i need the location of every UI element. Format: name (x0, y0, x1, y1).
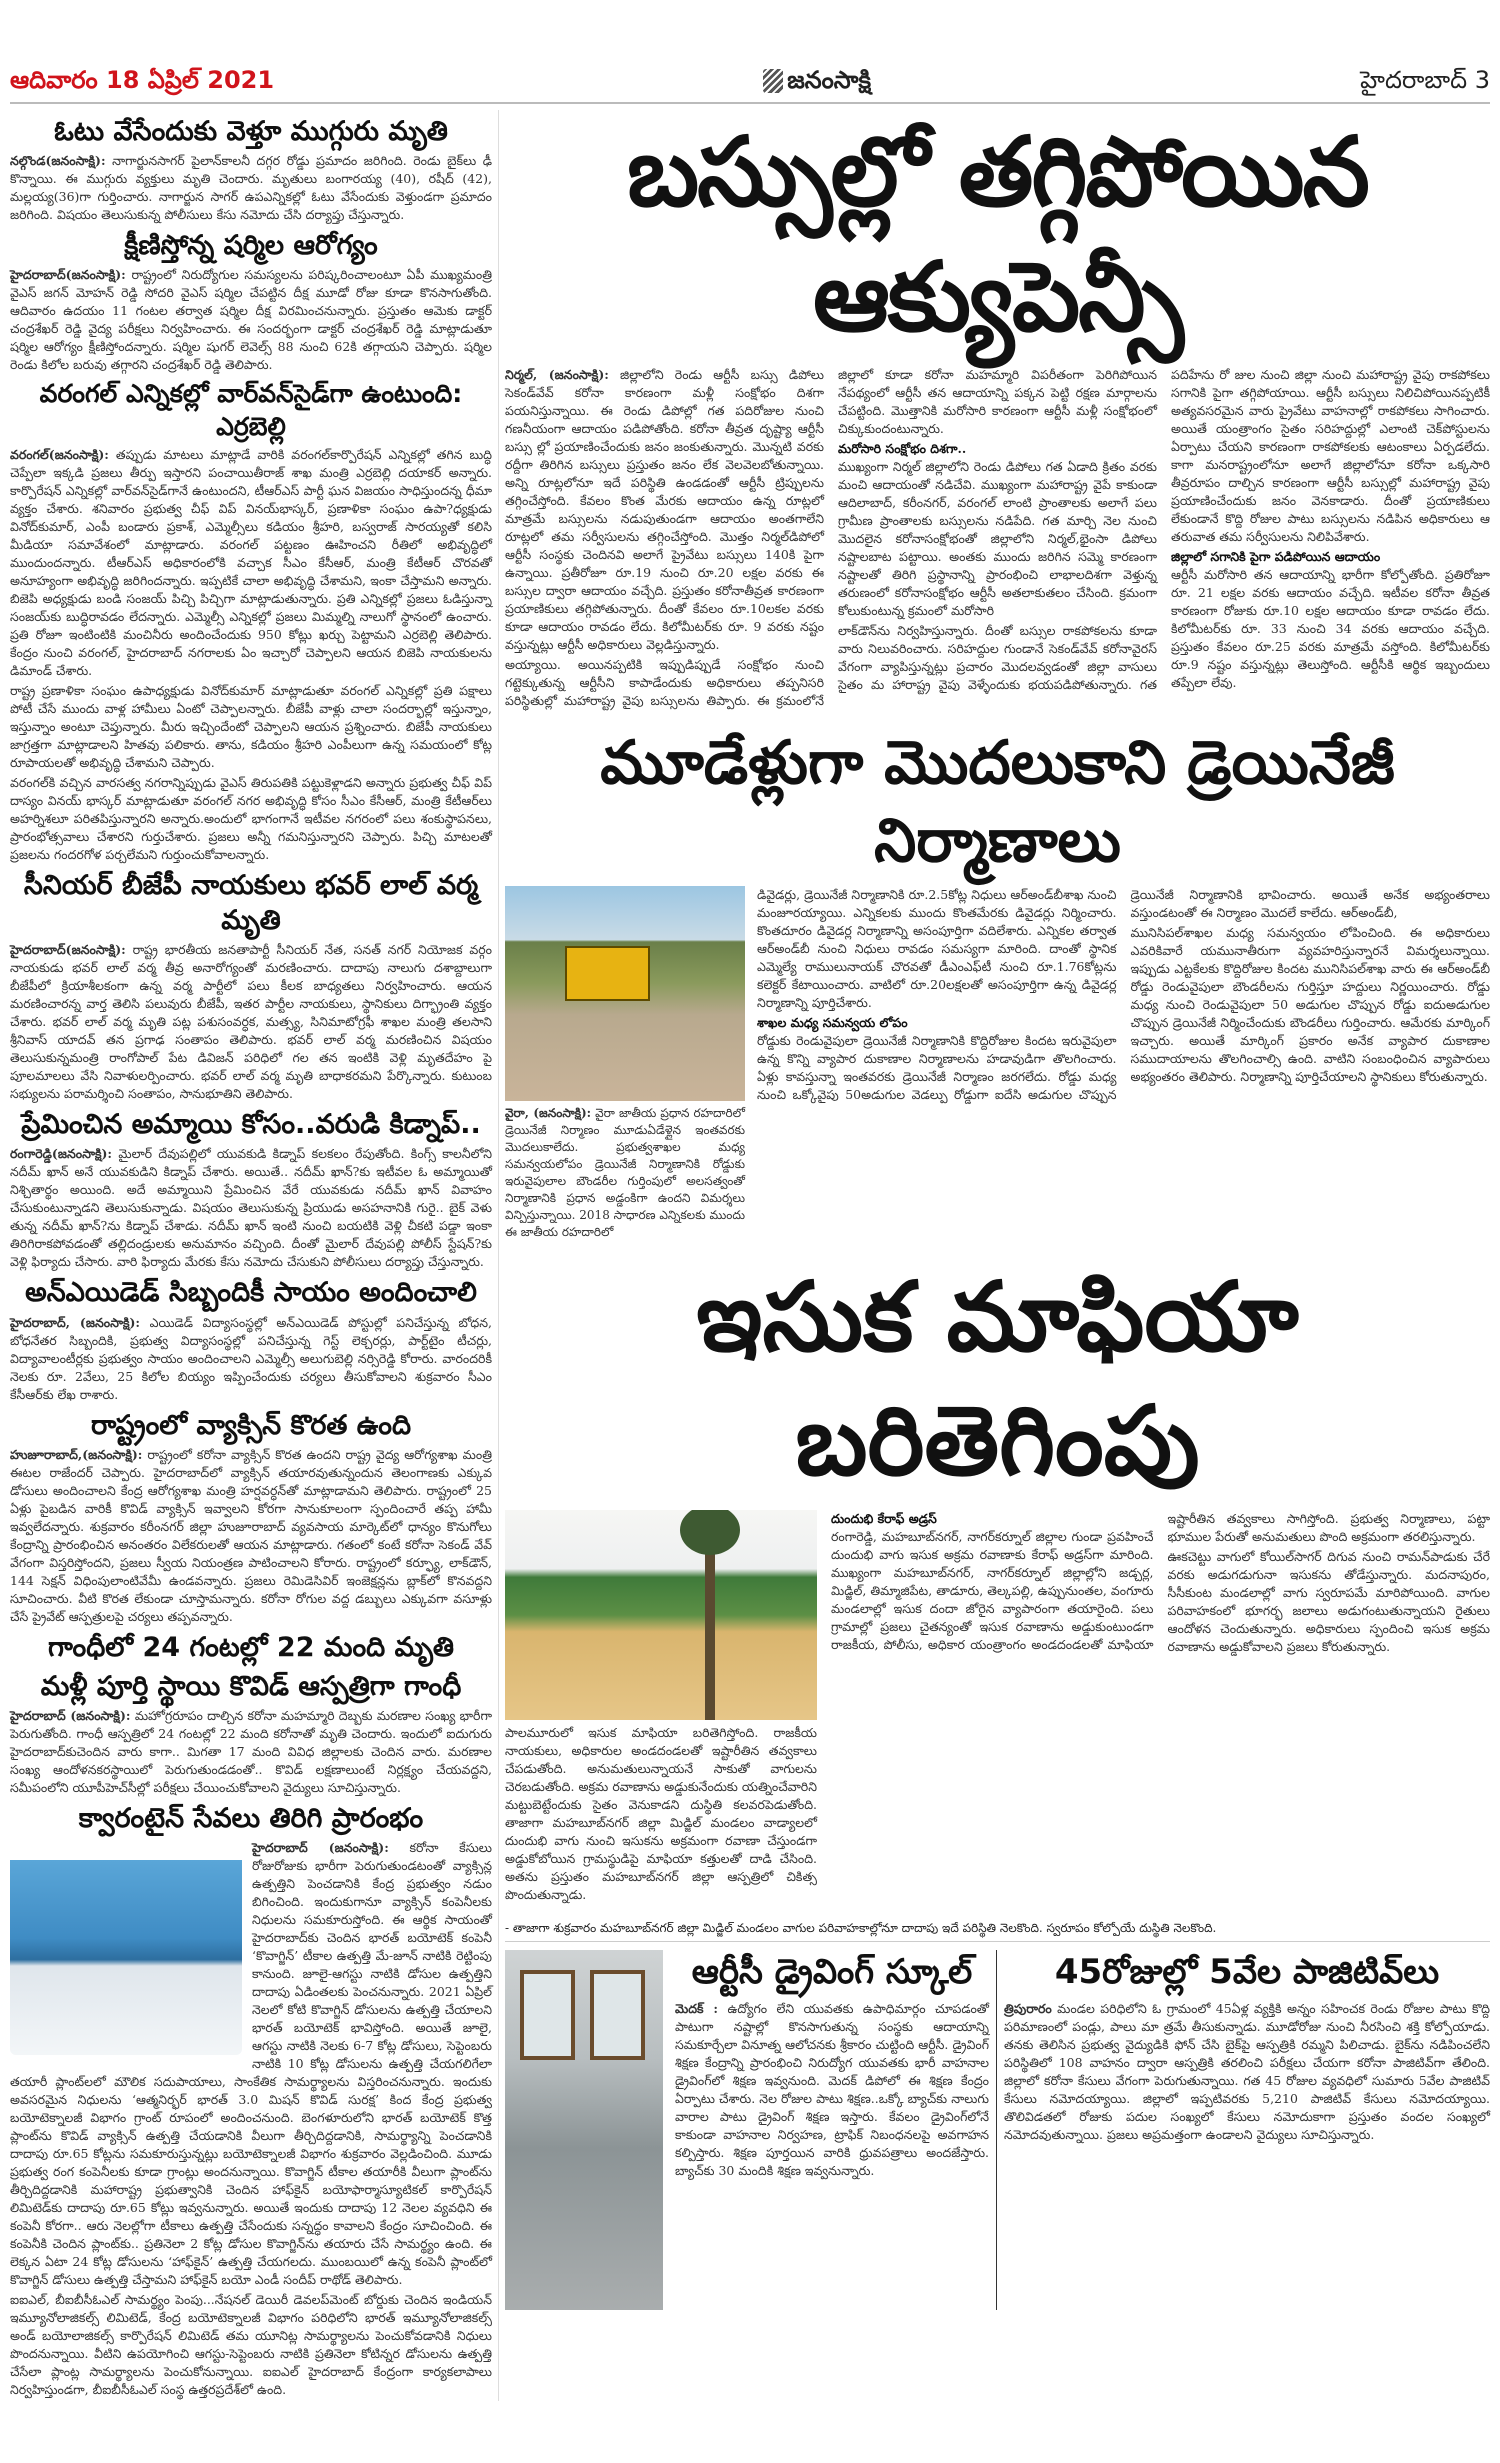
excavator-figure (565, 946, 650, 1001)
dateline: హైదరాబాద్(జనంసాక్షి): (10, 942, 126, 958)
newspaper-name: జనంసాక్షి (787, 66, 872, 95)
subheading: జిల్లాలో సగానికి పైగా పడిపోయిన ఆదాయం (1171, 548, 1381, 564)
article-body: రాష్ట్రంలో కరోనా వ్యాక్సిన్ కొరత ఉందని రాష్ట్ర వైద్య ఆరోగ్యశాఖ మంత్రి ఈటల రాజేందర్ చెప్పారు. హైదరాబాద్‌లో వ్యాక్సిన్ తయారవుతున్నందున తెలంగాణకు ఎక్కువ డోసులు అందించాలని కేంద్ర ఆరోగ్యశాఖ మంత్రి హర్షవర్ధన్‌తో మాట్లాడామని తెలిపారు. రాష్ట్రంలో 25 ఏళ్లు పైబడిన వారికీ కొవిడ్ వ్యాక్సిన్ ఇవ్వాలని కోరగా సానుకూలంగా స్పందించారే తప్ప హామీ ఇవ్వలేదన్నారు. శుక్రవారం కరీంనగర్ జిల్లా హుజూరాబాద్ వ్యవసాయ మార్కెట్‌లో ధాన్యం కొనుగోలు కేంద్రాన్ని ప్రారంభించిన అనంతరం విలేకరులతో ఆయన మాట్లాడారు. గతంలో కంటే కరోనా సెకండ్ వేవ్ వేగంగా విస్తరిస్తోందని, ప్రజలు స్వీయ నియంత్రణ పాటించాలని కోరారు. రాష్ట్రంలో కర్ఫ్యూ, లాక్‌డౌన్, 144 సెక్షన్ విధింపులాంటివేమీ ఉండవన్నారు. ప్రజలు రెమిడెసివిర్ ఇంజెక్షన్లను బ్లాక్‌లో కొనవద్దని సూచించారు. వీటి కొరత లేకుండా చూస్తామన్నారు. కరోనా రోగుల వద్ద డబ్బులు ఎక్కువగా వసూళ్లు చేసే ప్రైవేట్ ఆస్పత్రులపై చర్యలు తప్పవన్నారు. (10, 1446, 492, 1624)
article-body: మహోగ్రరూపం దాల్చిన కరోనా మహమ్మారి దెబ్బకు మరణాల సంఖ్య భారీగా పెరుగుతోంది. గాంధీ ఆస్పత్రిలో 24 గంటల్లో 22 మంది కరోనాతో మృతి చెందారు. ఇందులో ఐదుగురు హైదరాబాద్‌కుచెందిన వారు కాగా.. మిగతా 17 మంది వివిధ జిల్లాలకు చెందిన వారు. మరణాల సంఖ్య ఆందోళనకరస్థాయిలో పెరుగుతుండడంతో.. కొవిడ్ లక్షణాలుంటే నిర్లక్ష్యం చేయవద్దని, సమీపంలోని యూపీహెచ్‌సీల్లో పరీక్షలు చేయించుకోవాలని వైద్యులు సూచిస్తున్నారు. (10, 1707, 492, 1795)
article-body: ఉద్యోగం లేని యువతకు ఉపాధిమార్గం చూపడంతో పాటుగా నష్టాల్లో కొనసాగుతున్న సంస్థకు ఆదాయాన్ని సమకూర్చేలా వినూత్న ఆలోచనకు శ్రీకారం చుట్టింది ఆర్టీసీ. డ్రైవింగ్ శిక్షణ కేంద్రాన్ని ప్రారంభించి నిరుద్యోగ యువతకు భారీ వాహనాల డ్రైవింగ్‌లో శిక్షణ ఇవ్వనుంది. మెదక్ డిపోలో ఈ శిక్షణ కేంద్రం ఏర్పాటు చేశారు. నెల రోజుల పాటు శిక్షణ..ఒక్కో బ్యాచ్‌కు నాలుగు వారాల పాటు డ్రైవింగ్ శిక్షణ ఇస్తారు. కేవలం డ్రైవింగ్‌లోనే కాకుండా వాహనాల నిర్వహణ, ట్రాఫిక్ నిబంధనలపై అవగాహన కల్పిస్తారు. శిక్షణ పూర్తయిన వారికి ధ్రువపత్రాలు అందజేస్తారు. బ్యాచ్‌కు 30 మందికి శిక్షణ ఇవ్వనున్నారు. (675, 2001, 989, 2179)
section-covid-positives (1004, 1950, 1490, 2144)
bus-window (590, 1970, 645, 2060)
dateline: హైదరాబాద్ (జనంసాక్షి): (10, 1707, 131, 1723)
article-body: మండల పరిధిలోని ఓ గ్రామంలో 45ఏళ్ల వ్యక్తికి అన్నం సహించక రెండు రోజుల పాటు కొద్ది పరిమాణంలో పండ్లు, పాలు మా త్రమే తీసుకున్నాడు. మూడోరోజు నుంచి నీరసించి శక్తి కోల్పోయాడు. తనకు తెలిసిన ప్రభుత్వ వైద్యుడికి ఫోన్ చేసి బైక్‌పై ఆస్పత్రికి రమ్మని పిలిచాడు. బైక్‌ను నడిపించలేని పరిస్థితిలో 108 వాహనం ద్వారా ఆస్పత్రికి తరలించి పరీక్షలు చేయగా కరోనా పాజిటివ్‌గా తేలింది. జిల్లాలో కరోనా కేసులు వేగంగా పెరుగుతున్నాయి. గత 45 రోజుల వ్యవధిలో సుమారు 5వేల పాజిటివ్ కేసులు నమోదయ్యాయి. జిల్లాలో ఇప్పటివరకు 5,210 పాజిటివ్ కేసులు నమోదయ్యాయి. తొలివిడతలో రోజుకు పదుల సంఖ్యలో కేసులు నమోదుకాగా ప్రస్తుతం వందల సంఖ్యలో నమోదవుతున్నాయి. ప్రజలు అప్రమత్తంగా ఉండాలని వైద్యులు సూచిస్తున్నారు. (1004, 2001, 1490, 2143)
bus-interior-photo (505, 1950, 663, 2310)
article-rtc-driving-school (675, 2000, 989, 2180)
article-sand-mafia (505, 1510, 1490, 1906)
article-body: రంగారెడ్డి, మహబూబ్‌నగర్, నాగర్‌కర్నూల్ జిల్లాల గుండా ప్రవహించే దుందుభి వాగు ఇసుక అక్రమ రవాణాకు కేరాఫ్ అడ్రస్‌గా మారింది. ముఖ్యంగా మహబూబ్‌నగర్, నాగర్‌కర్నూల్ జిల్లాల్లోని జడ్చర్ల, మిడ్జిల్, తిమ్మాజిపేట, తాడూరు, తెల్కపల్లి, ఉప్పునుంతల, వంగూరు మండలాల్లో ఇసుక దందా జోరైన వ్యాపారంగా తయారైంది. పలు గ్రామాల్లో ప్రజలు చైతన్యంతో ఇసుక రవాణాను అడ్డుకుంటుండగా రాజకీయ, పోలీసు, అధికార యంత్రాంగం అండదండలతో మాఫియా ఇష్టారీతిన తవ్వకాలు సాగిస్తోంది. ప్రభుత్వ నిర్మాణాలు, పట్టా భూముల పేరుతో అనుమతులు పొంది అక్రమంగా తరలిస్తున్నారు. (831, 1511, 1490, 1653)
article-bus-occupancy (505, 366, 1490, 710)
dateline: హైదరాబాద్(జనంసాక్షి): (10, 267, 126, 283)
article-body: ఊకచెట్టు వాగులో కోయిల్‌సాగర్ దిగువ నుంచి రామన్‌పాడుకు చేరే వరకు అడుగడుగునా ఇసుకను తోడేస్తున్నారు. మదనాపురం, సీసీకుంట మండలాల్లో వాగు స్వరూపమే మారిపోయింది. వాగుల పరివాహకంలో భూగర్భ జలాలు అడుగంటుతున్నాయని రైతులు ఆందోళన చెందుతున్నారు. అధికారులు స్పందించి ఇసుక అక్రమ రవాణాను అడ్డుకోవాలని ప్రజలు కోరుతున్నారు. (1167, 1549, 1490, 1655)
article-body: నాగార్జునసాగర్ పైలాన్‌కాలనీ దగ్గర రోడ్డు ప్రమాదం జరిగింది. రెండు బైక్‌లు ఢీ కొన్నాయి. ఈ ముగ్గురు వ్యక్తులు మృతి చెందారు. మృతులు బంగారయ్య (40), రషీద్ (42), మల్లయ్య(36)గా గుర్తించారు. నాగార్జున సాగర్ ఉపఎన్నికల్లో ఓటు వేసేందుకు వెళ్తుండగా ప్రమాదం జరిగింది. విషయం తెలుసుకున్న పోలీసులు కేసు నమోదు చేసి దర్యాప్తు చేస్తున్నారు. (10, 153, 492, 223)
article-body: ఆర్టీసీ మరోసారి తన ఆదాయాన్ని భారీగా కోల్పోతోంది. ప్రతిరోజూ రూ. 21 లక్షల వరకు ఆదాయం వచ్చేది. ఇటీవల కరోనా తీవ్రత కారణంగా రోజుకు రూ.10 లక్షల ఆదాయం కూడా రావడం లేదు. కిలోమీటర్‌కు రూ. 33 నుంచి 34 వరకు ఆదాయం వచ్చేది. ప్రస్తుతం కేవలం రూ.25 వరకు మాత్రమే వస్తోంది. కిలోమీటర్‌కు రూ.9 నష్టం వస్తున్నట్లు తెలుస్తోంది. ఆర్టీసీకి ఆర్థిక ఇబ్బందులు తప్పేలా లేవు. (1171, 566, 1490, 690)
dateline: మెదక్ : (675, 2001, 719, 2017)
article-drainage (757, 886, 1490, 1104)
bus-window (520, 1970, 575, 2060)
dateline: నల్గొండ(జనంసాక్షి): (10, 153, 106, 169)
sand-footnote: - తాజాగా శుక్రవారం మహబూబ్‌నగర్ జిల్లా మిడ్జిల్ మండలం వాగుల పరివాహకాల్లోనూ దాదాపు ఇదే పరిస్థితి నెలకొంది. స్వరూపం కోల్పోయే దుస్థితి నెలకొంది. (505, 1920, 1490, 1942)
article-body: పాలమూరులో ఇసుక మాఫియా బరితెగిస్తోంది. రాజకీయ నాయకులు, అధికారుల అండదండలతో ఇష్టారీతిన తవ్వకాలు చేపడుతోంది. అనుమతులున్నాయనే సాకుతో వాగులను చెరబడుతోంది. అక్రమ రవాణాను అడ్డుకునేందుకు యత్నించేవారిని మట్టుబెట్టేందుకు సైతం వెనుకాడని దుస్థితి కలవరపెడుతోంది. తాజాగా మహబూబ్‌నగర్ జిల్లా మిడ్జిల్ మండలం వాడ్యాలలో దుందుభి వాగు నుంచి ఇసుకను అక్రమంగా రవాణా చేస్తుండగా అడ్డుకోబోయిన గ్రామస్థుడిపై మాఫియా కత్తులతో దాడి చేసింది. అతను ప్రస్తుతం మహబూబ్‌నగర్ జిల్లా ఆస్పత్రిలో చికిత్స పొందుతున్నాడు. (505, 1725, 817, 1903)
dateline: వైరా, (జనంసాక్షి): (505, 1105, 592, 1120)
dateline: నిర్మల్, (జనంసాక్షి): (505, 366, 609, 382)
column-divider (498, 110, 499, 2401)
section-drainage (505, 724, 1490, 1241)
article-body: రాష్ట్రంలో నిరుద్యోగుల సమస్యలను పరిష్కరించాలంటూ ఏపీ ముఖ్యమంత్రి వైఎస్ జగన్ మోహన్ రెడ్డి సోదరి వైఎస్ షర్మిల చేపట్టిన దీక్ష మూడో రోజు కూడా కొనసాగుతోంది. ఆదివారం ఉదయం 11 గంటల తర్వాత షర్మిల దీక్ష విరమించనున్నారు. ప్రస్తుతం ఆమెకు డాక్టర్ చంద్రశేఖర్ రెడ్డి వైద్య పరీక్షలు నిర్వహించారు. ఈ సందర్భంగా డాక్టర్ చంద్రశేఖర్ రెడ్డి మాట్లాడుతూ షర్మిల ఆరోగ్యం క్షీణిస్తోందన్నారు. షర్మిల షుగర్ లెవెల్స్ 88 నుంచి 62కి తగ్గాయని చెప్పారు. షర్మిల రెండు కిలోల బరువు తగ్గారని చంద్రశేఖర్ రెడ్డి తెలిపారు. (10, 267, 493, 373)
article-covid-positives (1004, 2000, 1490, 2144)
drainage-work-photo (505, 886, 745, 1101)
headline-covid-positives: 45రోజుల్లో 5వేల పాజిటివ్‌లు (1054, 1952, 1440, 1993)
edition-name: హైదరాబాద్ (1360, 66, 1468, 95)
page-grid (10, 110, 1490, 2401)
dateline: రంగారెడ్డి(జనంసాక్షి): (10, 1146, 113, 1162)
article-body: వరంగల్‌కి వచ్చిన వారసత్వ నగరాన్నిప్పుడు వైఎస్ తిరుపతికి పట్టుకెళ్లాడని అన్నారు ప్రభుత్వ చీఫ్ విప్ దాస్యం వినయ్ భాస్కర్ మాట్లాడుతూ వరంగల్ నగర అభివృద్ధి కోసం సీఎం కేసీఆర్, మంత్రి కేటీఆర్‌లు అహర్నిశలూ పరితపిస్తున్నారని అన్నారు.అందులో భాగంగానే ఇటీవల నగరంలో పలు శంకుస్థాపనలు, ప్రారంభోత్సవాలు చేశారని గుర్తుచేశారు. ప్రజలు అన్నీ గమనిస్తున్నారని చెప్పారు. పిచ్చి మాటలతో ప్రజలను గందరగోళ పర్చలేమని గుర్తుంచుకోవాలన్నారు. (10, 775, 492, 863)
article-body: మునిసిపల్‌శాఖల మధ్య సమన్వయం లోపించింది. ఈ అధికారులు ఎవరికివారే యమునాతీరుగా వ్యవహరిస్తున్నారనే విమర్శలున్నాయి. ఇప్పుడు ఎట్టకేలకు కొద్దిరోజుల కిందట మునిసిపల్‌శాఖ వారు ఈ ఆర్‌అండ్‌బీ రోడ్డు రెండువైపులా బౌండరీలను గుర్తిస్తూ హద్దులు నిర్ణయించారు. రోడ్డు మధ్య నుంచి రెండువైపులా 50 అడుగుల చొప్పున రోడ్డు ఐదుఅడుగుల చొప్పున డ్రెయినేజీ నిర్మించేందుకు బౌండరీలు గుర్తించారు. ఆమేరకు మార్కింగ్ ఇచ్చారు. అయితే మార్కింగ్ ప్రకారం అనేక వ్యాపార దుకాణాల సముదాయాలను తొలగించాల్సి ఉంది. వాటిని సంబంధించిన వ్యాపారులు అభ్యంతరం తెలిపారు. నిర్మాణాన్ని పూర్తిచేయాలని స్థానికులు కోరుతున్నారు. (1130, 924, 1490, 1084)
article-gandhi-deaths (10, 1630, 492, 1797)
headline-rtc-driving-school: ఆర్టీసీ డ్రైవింగ్ స్కూల్ (691, 1952, 973, 1993)
article-body: డివైడర్లు, డ్రెయినేజీ నిర్మాణానికి రూ.2.5కోట్ల నిధులు ఆర్‌అండ్‌బీశాఖ నుంచి మంజూరయ్యాయి. ఎన్నికలకు ముందు కొంతమేరకు డివైడర్లు నిర్మించారు. కొంతదూరం డివైడర్ల నిర్మాణాన్ని అసంపూర్తిగా వదిలేశారు. ఎన్నికల తర్వాత ఆర్‌అండ్‌బీ నుంచి నిధులు రావడం సమస్యగా మారింది. దాంతో స్థానిక ఎమ్మెల్యే రాములునాయక్ చొరవతో డీఎంఎఫ్‌టీ నుంచి రూ.1.76కోట్లను కలెక్టర్ కేటాయించారు. వాటిలో రూ.20లక్షలతో అసంపూర్తిగా ఉన్న డివైడర్ల నిర్మాణాన్ని పూర్తిచేశారు. (757, 886, 1117, 1010)
headline: క్షీణిస్తోన్న షర్మిల ఆరోగ్యం (124, 230, 378, 262)
lead-headline: బస్సుల్లో తగ్గిపోయిన ఆక్యుపెన్సీ (627, 116, 1368, 353)
article-body: మైలార్ దేవుపల్లిలో యువకుడి కిడ్నాప్ కలకలం రేపుతోంది. కింగ్స్ కాలనీలోని నదీమ్ ఖాన్ అనే యువకుడిని కిడ్నాప్ చేశారు. అయితే.. నదీమ్ ఖాన్?కు ఇటీవల ఓ అమ్మాయితో నిశ్చితార్థం అయింది. అదే అమ్మాయిని ప్రేమించిన వేరే యువకుడు నదీమ్ ఖాన్ వివాహం చేసుకుంటున్నాడని తెలుసుకున్నాడు. విషయం తెలుసుకున్న ప్రియుడు అసహనానికి గురై.. బైక్ వెళు తున్న నదీమ్ ఖాన్?ను కిడ్నాప్ చేశాడు. నదీమ్ ఖాన్ ఇంటి నుంచి బయటికి వెళ్లి చీకటి పడ్డా ఇంకా తిరిగిరాకపోవడంతో తల్లిదండ్రులకు అనుమానం వచ్చింది. దీంతో మైలార్ దేవుపల్లి పోలీస్ స్టేషన్?కు వెళ్లి ఫిర్యాదు చేసారు. వారి ఫిర్యాదు మేరకు కేసు నమోదు చేసుకుని పోలీసులు దర్యాప్తు చేస్తున్నారు. (10, 1146, 492, 1270)
article-bhavar-lal-varma (10, 868, 492, 1103)
masthead (10, 60, 1490, 104)
article-voters-accident (10, 114, 492, 224)
article-vaccine-shortage (10, 1408, 492, 1626)
article-body: రోడ్డుకు రెండువైపులా డ్రెయినేజీ నిర్మాణానికి కొద్దిరోజుల కిందట ఇరువైపులా ఉన్న కొన్ని వ్యాపార దుకాణాల నిర్మాణాలను హడావుడిగా తొలగించారు. ఏళ్లు కావస్తున్నా ఇంతవరకు డ్రెయినేజీ నిర్మాణం జరగలేదు. రోడ్డు మధ్య నుంచి ఒక్కోవైపు 50అడుగుల వెడల్పు రోడ్డుగా ఐదేసి అడుగుల చొప్పున డ్రెయినేజీ నిర్మాణానికి భావించారు. అయితే అనేక అభ్యంతరాలు వస్తుండటంతో ఈ నిర్మాణం మొదలే కాలేదు. ఆర్‌అండ్‌బీ, (757, 886, 1490, 1102)
article-unaided-staff (10, 1275, 492, 1403)
headline-sand-mafia: ఇసుక మాఫియా బరితెగింపు (696, 1260, 1299, 1498)
dateline: వరంగల్(జనంసాక్షి): (10, 447, 109, 463)
left-column (10, 110, 492, 2401)
article-body: జిల్లాలోని రెండు ఆర్టీసీ బస్సు డిపోలు సెకండ్‌వేవ్ కరోనా కారణంగా మళ్లీ సంక్షోభం దిశగా పయనిస్తున్నాయి. ఈ రెండు డిపోల్లో గత పదిరోజుల నుంచి గణనీయంగా ఆదాయం పడిపోతోంది. కరోనా తీవ్రత దృష్ట్యా ఆర్టీసీ బస్సు ల్లో ప్రయాణించేందుకు జనం జంకుతున్నారు. మొన్నటి వరకు రద్దీగా తిరిగిన బస్సులు ప్రస్తుతం జనం లేక వెలవెలబోతున్నాయి. అన్ని రూట్లలోనూ ఇదే పరిస్థితి ఉండడంతో ఆర్టీసీ ట్రిప్పులను తగ్గించేస్తోంది. కేవలం కొంత మేరకు ఆదాయం ఉన్న రూట్లలో మాత్రమే బస్సులను నడుపుతుండగా ఆదాయం అంతగాలేని రూట్లలో తమ సర్వీసులను తగ్గించేస్తోంది. మొత్తం నిర్మల్‌డిపోలో ఆర్టీసీ సంస్థకు చెందినవి అలాగే ప్రైవేటు బస్సులు 140కి పైగా ఉన్నాయి. ప్రతీరోజూ రూ.19 నుంచి రూ.20 లక్షల వరకు ఈ బస్సుల ద్వారా ఆదాయం వచ్చేది. ప్రస్తుతం కరోనాతీవ్రత కారణంగా ప్రయాణికులు తగ్గిపోతున్నారు. దీంతో కేవలం రూ.10లకల వరకు కూడా ఆదాయం రావడం లేదు. కిలోమీటర్‌కు రూ. 9 వరకు నష్టం వస్తున్నట్లు ఆర్టీసీ అధికారులు వెల్లడిస్తున్నారు. (505, 366, 824, 652)
edition-page (1360, 65, 1490, 96)
article-quarantine-services (10, 1801, 492, 2399)
page-number: 3 (1474, 66, 1490, 95)
subheading: దుందుభి కేరాఫ్ అడ్రస్ (831, 1511, 937, 1527)
headline: రాష్ట్రంలో వ్యాక్సిన్ కొరత ఉంది (90, 1409, 412, 1441)
subheading: మరోసారి సంక్షోభం దిశగా.. (838, 440, 967, 456)
headline: ఓటు వేసేందుకు వెళ్తూ ముగ్గురు మృతి (54, 116, 448, 147)
dateline: త్రిపురారం (1004, 2001, 1052, 2017)
logo-icon (763, 69, 783, 93)
article-body: లాక్‌డౌన్‌ను నిర్వహిస్తున్నారు. దీంతో బస్సుల రాకపోకలను కూడా వారు నిలువరించారు. సరిహద్దుల గుండానే సెకండ్‌వేవ్ కరోనావైరస్ వేగంగా వ్యాపిస్తున్నట్లు ప్రచారం మొదలవ్వడంతో జిల్లా వాసులు సైతం మ హారాష్ట్ర వైపు వెళ్ళేందుకు భయపడిపోతున్నారు. గత పదిహేను రో జుల నుంచి జిల్లా నుంచి మహారాష్ట్ర వైపు రాకపోకలు సగానికి పైగా తగ్గిపోయాయి. ఆర్టీసీ బస్సులు నిలిచిపోయినప్పటికీ అత్యవసరమైన వారు ప్రైవేటు వాహనాల్లో రాకపోకలు సాగించారు. అయితే యంత్రాంగం సైతం సరిహద్దుల్లో ఎలాంటి చెక్‌పోస్టులను ఏర్పాటు చేయని కారణంగా రాకపోకలకు ఆటంకాలు ఏర్పడలేదు. కాగా మనరాష్ట్రంలోనూ అలాగే జిల్లాలోనూ కరోనా ఒక్కసారి తీవ్రరూపం దాల్చిన కారణంగా ఆర్టీసీ బస్సుల్లో మహారాష్ట్ర వైపు ప్రయాణించేందుకు జనం వెనకాడారు. దీంతో ప్రయాణికులు లేకుండానే కొద్ది రోజుల పాటు బస్సులను నడిపిన అధికారులు ఆ తరువాత తమ సర్వీసులను నిలిపివేశారు. (838, 366, 1490, 692)
issue-date: ఆదివారం 18 ఏప్రిల్ 2021 (10, 66, 275, 95)
section-rtc-driving-school (505, 1950, 989, 2310)
article-body: రాష్ట్ర ప్రణాళికా సంఘం ఉపాధ్యక్షుడు వినోద్‌కుమార్ మాట్లాడుతూ వరంగల్ ఎన్నికల్లో ప్రతి పక్షాలు పోటీ చేసే ముందు వాళ్ల హామీలు ఏంటో చెప్పాలన్నారు. బీజేపీ వాళ్లు చాలా సందర్భాల్లో ఇస్తున్నాం, ఇస్తున్నాం అంటూ చెప్తున్నారు. మీరు ఇచ్చిందేంటో చెప్పాలని ఆయన ప్రశ్నించారు. బిజేపీ నాయకులు జాగ్రత్తగా మాట్లాడాలని హితవు పలికారు. తాను, కడియం శ్రీహరి ఎంపీలుగా ఉన్న సమయంలో కోట్ల రూపాయలతో అభివృద్ధి చేశామని చెప్పారు. (10, 683, 492, 771)
subheadline: మళ్లీ పూర్తి స్థాయి కొవిడ్ ఆస్పత్రిగా గాంధీ (40, 1670, 462, 1702)
article-body: అయ్యాయి. అయినప్పటికి ఇప్పుడిప్పుడే సంక్షోభం నుంచి గట్టెక్కుతున్న ఆర్టీసీని కాపాడేందుకు అధికారులు తప్పనిసరి పరిస్థితుల్లో మహారాష్ట్ర వైపు బస్సులను తిప్పారు. ఈ క్రమంలోనే జిల్లాలో కూడా కరోనా మహమ్మారి విపరీతంగా పెరిగిపోయిన నేపథ్యంలో ఆర్టీసీ తన ఆదాయాన్ని పక్కన పెట్టి రక్షణ మార్గాలను చేపట్టింది. మొత్తానికి మరోసారి కారణంగా ఆర్టీసీ మళ్లీ సంక్షోభంలో చిక్కుకుందంటున్నారు. (505, 366, 1157, 708)
dateline: హైదరాబాద్, (జనంసాక్షి): (10, 1314, 141, 1330)
article-body: కరోనా కేసులు రోజురోజుకు భారీగా పెరుగుతుండటంతో వ్యాక్సిన్ల ఉత్పత్తిని పెంచడానికి కేంద్ర ప్రభుత్వం నడుం బిగించింది. ఇందుకుగానూ వ్యాక్సిన్ కంపెనీలకు నిధులను సమకూరుస్తోంది. ఈ ఆర్థిక సాయంతో హైదరాబాద్‌కు చెందిన భారత్ బయోటెక్ కంపెనీ ‘కొవాగ్జిన్’ టీకాల ఉత్పత్తి మే-జూన్ నాటికి రెట్టింపు కానుంది. జూలై-ఆగస్టు నాటికి డోసుల ఉత్పత్తిని దాదాపు ఏడింతలకు పెంచనున్నారు. 2021 ఏప్రిల్ నెలలో కోటి కొవాగ్జిన్ డోసులను ఉత్పత్తి చేయాలని భారత్ బయోటెక్ భావిస్తోంది. అయితే జూలై, ఆగస్టు నాటికి నెలకు 6-7 కోట్ల డోసులు, సెప్టెంబరు నాటికి 10 కోట్ల డోసులను ఉత్పత్తి చేయగలిగేలా తయారీ ప్లాంట్‌లలో మౌలిక సదుపాయాలు, సాంకేతిక సామర్థ్యాలను విస్తరించనున్నారు. ఇందుకు అవసరమైన నిధులను ‘ఆత్మనిర్భర్ భారత్ 3.0 మిషన్ కొవిడ్ సురక్ష’ కింద కేంద్ర ప్రభుత్వ బయోటెక్నాలజీ విభాగం గ్రాంట్ రూపంలో అందించనుంది. బెంగళూరులోని భారత్ బయోటెక్ కొత్త ప్లాంట్‌ను కొవిడ్ వ్యాక్సిన్ ఉత్పత్తి చేయడానికి వీలుగా తీర్చిదిద్దడానికి, సామర్థ్యాన్ని పెంచడానికి దాదాపు రూ.65 కోట్లను సమకూరుస్తున్నట్లు బయోటెక్నాలజీ విభాగం శుక్రవారం వెల్లడించింది. మూడు ప్రభుత్వ రంగ కంపెనీలకు కూడా గ్రాంట్లు అందనున్నాయి. కొవాగ్జిన్ టీకాల తయారీకి వీలుగా ప్లాంట్‌ను తీర్చిదిద్దడానికి మహారాష్ట్ర ప్రభుత్వానికి చెందిన హాఫ్‌కైన్ బయోఫార్మాస్యూటికల్ కార్పొరేషన్ లిమిటెడ్‌కు దాదాపు రూ.65 కోట్లు ఇవ్వనున్నారు. అయితే ఇందుకు దాదాపు 12 నెలల వ్యవధిని ఈ కంపెనీ కోరగా.. ఆరు నెలల్లోగా టీకాలు ఉత్పత్తి చేసేందుకు సన్నద్ధం కావాలని కేంద్రం సూచించింది. ఈ కంపెనీకి చెందిన ప్లాంట్‌కు.. ప్రతినెలా 2 కోట్ల డోసుల కొవాగ్జిన్‌ను తయారు చేసే సామర్థ్యం ఉంది. ఈ లెక్కన ఏటా 24 కోట్ల డోసులను ‘హాఫ్‌కైన్’ ఉత్పత్తి చేయగలదు. ముంబయిలో ఉన్న కంపెనీ ప్లాంట్‌లో కొవాగ్జిన్ డోసులు ఉత్పత్తి చేస్తామని హాఫ్‌కైన్ బయో ఎండీ సందీప్ రాథోడ్ తెలిపారు. (10, 1839, 492, 2287)
headline: గాంధీలో 24 గంటల్లో 22 మంది మృతి (47, 1631, 455, 1663)
subheading: శాఖల మధ్య సమన్వయ లోపం (757, 1014, 908, 1030)
headline: ప్రేమించిన అమ్మాయి కోసం..వరుడి కిడ్నాప్.. (21, 1109, 481, 1141)
section-bus-occupancy (505, 110, 1490, 710)
article-body: ఎయిడెడ్ విద్యాసంస్థల్లో అన్‌ఎయిడెడ్ పోస్టుల్లో పనిచేస్తున్న బోధన, బోధనేతర సిబ్బందికి, ప్రభుత్వ విద్యాసంస్థల్లో పనిచేస్తున్న గెస్ట్ లెక్చరర్లు, పార్ట్‌టైం టీచర్లు, విద్యావాలంటీర్లకు ప్రభుత్వం సాయం అందించాలని ఎమ్మెల్సీ అలుగుబెల్లి నర్సిరెడ్డి కోరారు. వారందరికీ నెలకు రూ. 2వేలు, 25 కిలోల బియ్యం ఇప్పించేందుకు చర్యలు తీసుకోవాలని శుక్రవారం సీఎం కేసీఆర్‌కు లేఖ రాశారు. (10, 1314, 492, 1402)
article-body: తప్పుడు మాటలు మాట్లాడే వారికి వరంగల్‌కార్పొరేషన్ ఎన్నికల్లో తగిన బుద్ధి చెప్పేలా ఇక్కడి ప్రజలు తీర్పు ఇస్తారని పంచాయితీరాజ్ శాఖ మంత్రి ఎర్రబెల్లి దయాకర్ అన్నారు. కార్పొరేషన్ ఎన్నికల్లో వార్‌వన్‌సైడ్‌గానే ఉంటుందని, టీఆర్ఎస్ పార్టీ ఘన విజయం సాధిస్తుందన్న ధీమా వ్యక్తం చేశారు. శనివారం ప్రభుత్వ చీఫ్ విప్ వినయ్‌భాస్కర్, ప్రణాళికా సంఘం ఉపా?ధ్యక్షుడు వినోద్‌కుమార్, ఎంపీ బండారు ప్రకాశ్, ఎమ్మెల్సీలు కడియం శ్రీహరి, బస్వరాజ్ సారయ్యతో కలిసి మీడియా సమావేశంలో మాట్లాడారు. వరంగల్ పట్టణం ఊహించని రీతిలో అభివృద్ధిలో ముందుందన్నారు. టీఆర్ఎస్ అధికారంలోకి వచ్చాక సీఎం కేసీఆర్, మంత్రి కేటీఆర్ చొరవతో అనూహ్యంగా అభివృద్ధి జరిగిందన్నారు. ఇప్పటికే చాలా అభివృద్ధి చేశామని, ఇంకా చేస్తామని అన్నారు. బిజెపి అధ్యక్షుడు బండి సంజయ్ పిచ్చి పిచ్చిగా మాట్లాడుతున్నారు. ప్రతి ఎన్నికల్లో ప్రజలు ఓడిస్తున్నా సంజయ్‌కు బుద్ధిరావడం లేదన్నారు. ఎమ్మెల్సీ ఎన్నికల్లో ప్రజలు మిమ్మల్ని నాలుగో స్థానంలో ఉంచారు. ప్రతి రోజూ ఇంటింటికి మంచినీరు అందించేందుకు 950 కోట్లు ఖర్చు పెట్టామని ఎర్రబెల్లి తెలిపారు. కేంద్రం నుంచి వరంగల్, హైదరాబాద్ నగరాలకు ఏం ఇచ్చారో చెప్పాలని ఆయన బిజెపి నాయకులను డిమాండ్ చేశారు. (10, 447, 493, 679)
article-warangal-elections (10, 378, 492, 864)
dateline: హుజూరాబాద్,(జనంసాక్షి): (10, 1446, 143, 1462)
headline: క్వారంటైన్ సేవలు తిరిగి ప్రారంభం (78, 1802, 424, 1834)
headline: సీనియర్ బీజేపీ నాయకులు భవర్ లాల్ వర్మ మృతి (23, 870, 479, 937)
photo-caption (505, 1105, 745, 1241)
headline: వరంగల్ ఎన్నికల్లో వార్‌వన్‌సైడ్‌గా ఉంటుంది: ఎర్రబెల్లి (39, 379, 463, 441)
dateline: హైదరాబాద్ (జనంసాక్షి): (252, 1839, 389, 1855)
article-groom-kidnap (10, 1107, 492, 1271)
caption-text: వైరా జాతీయ ప్రధాన రహదారిలో డ్రెయినేజీ నిర్మాణం మూడుఏడేళ్లైన ఇంతవరకు మొదలుకాలేదు. ప్రభుత్వశాఖల మధ్య సమన్వయలోపం డ్రెయినేజీ నిర్మాణానికి రోడ్డుకు ఇరువైపులాల బౌండరీల గుర్తింపులో అలసత్వంతో నిర్మాణానికి ప్రధాన అడ్డంకిగా ఉందని విమర్శలు విన్పిస్తున్నాయి. 2018 సాధారణ ఎన్నికలకు ముందు ఈ జాతీయ రహదారిలో (505, 1105, 745, 1239)
bottom-row (505, 1950, 1490, 2310)
column-divider (996, 1950, 997, 2310)
article-body: రాష్ట్ర భారతీయ జనతాపార్టీ సీనియర్ నేత, సనత్ నగర్ నియోజక వర్గం నాయకుడు భవర్ లాల్ వర్మ తీవ్ర అనారోగ్యంతో మరణించారు. దాదాపు నాలుగు దశాబ్దాలుగా బీజేపీలో క్రియాశీలకంగా ఉన్న వర్మ పార్టీలో పలు కీలక బాధ్యతలు నిర్వహించారు. ఆయన మరణించారన్న వార్త తెలిసి పలువురు బీజేపీ, ఇతర పార్టీల నాయకులు, స్థానికులు దిగ్భ్రాంతి వ్యక్తం చేశారు. భవర్ లాల్ వర్మ మృతి పట్ల పశుసంవర్ధక, మత్స్య, సినిమాటోగ్రఫీ శాఖల మంత్రి తలసాని శ్రీనివాస్ యాదవ్ తన ప్రగాఢ సంతాపం తెలిపారు. భవర్ లాల్ వర్మ మరణించిన విషయం తెలుసుకున్నమంత్రి రాంగోపాల్ పేట డివిజన్ పరిధిలో గల తన ఇంటికి వెళ్లి మృతదేహం పై పూలమాలలు వేసి నివాళులర్పించారు. భవర్ లాల్ వర్మ మృతి బాధాకరమని పేర్కొన్నారు. కుటుంబ సభ్యులను పరామర్శించి సంతాపం, సానుభూతిని తెలిపారు. (10, 942, 492, 1102)
newspaper-logo (763, 65, 871, 96)
palm-tree-crown (680, 1510, 740, 1555)
right-column (505, 110, 1490, 2310)
vaccine-vial-photo (10, 1843, 242, 2055)
article-body: ఐఐఎల్, బీఐబీసీఓఎల్ సామర్థ్యం పెంపు...నేషనల్ డెయిరీ డెవలప్‌మెంట్ బోర్డుకు చెందిన ఇండియన్ ఇమ్యూనోలాజికల్స్ లిమిటెడ్, కేంద్ర బయోటెక్నాలజీ విభాగం పరిధిలోని భారత్ ఇమ్యూనోలాజికల్స్ అండ్ బయోలాజికల్స్ కార్పొరేషన్ లిమిటెడ్ తమ యూనిట్ల సామర్థ్యాలను పెంచుకోవడానికి నిధులు పొందనున్నాయి. వీటిని ఉపయోగించి ఆగస్టు-సెప్టెంబరు నాటికి ప్రతినెలా కోటిన్నర డోసులను ఉత్పత్తి చేసేలా ప్లాంట్ల సామర్థ్యాలను పెంచుకోనున్నాయి. ఐఐఎల్ హైదరాబాద్ కేంద్రంగా కార్యకలాపాలు నిర్వహిస్తుండగా, బీఐబీసీఓఎల్ సంస్థ ఉత్తరప్రదేశ్‌లో ఉంది. (10, 2291, 492, 2397)
headline: అన్‌ఎయిడెడ్ సిబ్బందికీ సాయం అందించాలి (25, 1277, 477, 1309)
section-sand-mafia (505, 1255, 1490, 1907)
sand-mining-photo (505, 1510, 817, 1720)
article-sharmila-health (10, 228, 492, 374)
photo-with-caption (505, 886, 745, 1241)
article-body: ముఖ్యంగా నిర్మల్ జిల్లాలోని రెండు డిపోలు గత ఏడాది క్రితం వరకు మంచి ఆదాయంతో నడిచేవి. ముఖ్యంగా మహారాష్ట్ర వైపే కాకుండా ఆదిలాబాద్, కరీంనగర్, వరంగల్ లాంటి ప్రాంతాలకు అలాగే పలు గ్రామీణ ప్రాంతాలకు బస్సులను నడిపేది. గత మార్చి నెల నుంచి మొదలైన కరోనాసంక్షోభంతో జిల్లాలోని నిర్మల్,భైంసా డిపోలు నష్టాలబాట పట్టాయి. అంతకు ముందు జరిగిన సమ్మె కారణంగా నష్టాలతో తిరిగి ప్రస్థానాన్ని ప్రారంభించి లాభాలదిశగా వెళ్తున్న తరుణంలో కరోనాసంక్షోభం ఆర్టీసీ అతలాకుతలం చేసింది. క్రమంగా కోలుకుంటున్న క్రమంలో మరోసారి (838, 458, 1157, 618)
headline-drainage: మూడేళ్లుగా మొదలుకాని డ్రెయినేజీ నిర్మాణాలు (600, 727, 1395, 876)
